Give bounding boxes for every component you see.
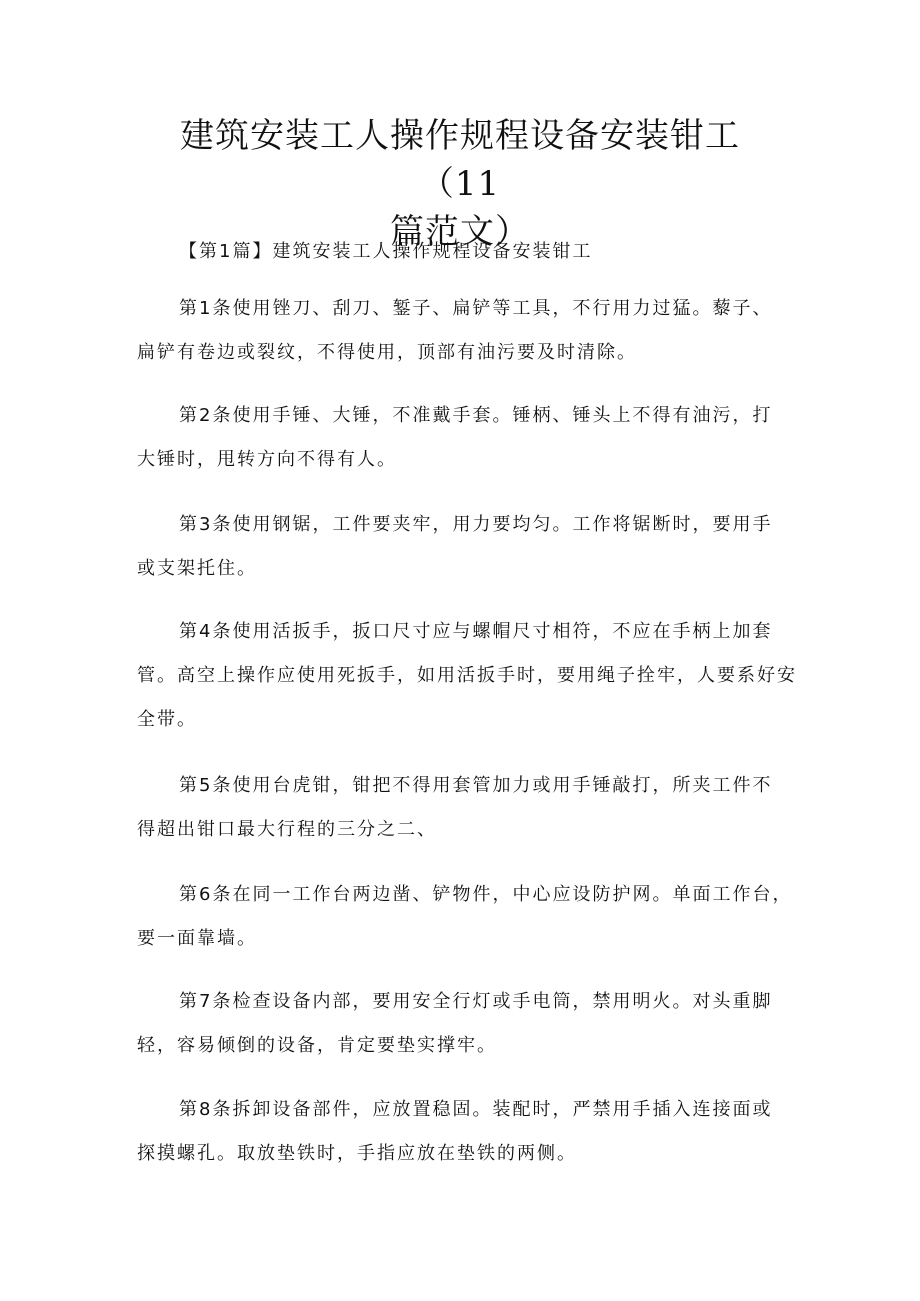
paragraph-line: 第8条拆卸设备部件，应放置稳固。装配时，严禁用手插入连接面或	[179, 1099, 773, 1120]
section-heading	[137, 230, 797, 274]
paragraph-line: 或支架托住。	[137, 558, 257, 579]
paragraph-line: 第2条使用手锤、大锤，不准戴手套。锤柄、锤头上不得有油污，打	[179, 405, 773, 426]
paragraph-line: 第1条使用锉刀、刮刀、錾子、扁铲等工具，不行用力过猛。藜子、	[179, 298, 773, 319]
paragraph-line: 全带。	[137, 709, 197, 730]
paragraph-line: 第7条检查设备内部，要用安全行灯或手电筒，禁用明火。对头重脚	[179, 991, 773, 1012]
paragraph-line: 扁铲有卷边或裂纹，不得使用，顶部有油污要及时清除。	[137, 342, 637, 363]
paragraph-2	[137, 394, 797, 482]
paragraph-line: 第3条使用钢锯，工件要夹牢，用力要均匀。工作将锯断时，要用手	[179, 514, 773, 535]
section-heading-text: 【第1篇】建筑安装工人操作规程设备安装钳工	[179, 241, 593, 262]
title-line-2: 篇范文）	[390, 212, 530, 252]
paragraph-line: 得超出钳口最大行程的三分之二、	[137, 819, 437, 840]
paragraph-line: 管。高空上操作应使用死扳手，如用活扳手时，要用绳子拴牢，人要系好安	[137, 665, 797, 686]
paragraph-3	[137, 503, 797, 591]
paragraph-line: 探摸螺孔。取放垫铁时，手指应放在垫铁的两侧。	[137, 1143, 577, 1164]
paragraph-line: 轻，容易倾倒的设备，肯定要垫实撑牢。	[137, 1035, 497, 1056]
paragraph-7	[137, 980, 797, 1068]
paragraph-line: 要一面靠墙。	[137, 928, 257, 949]
paragraph-4	[137, 610, 797, 742]
paragraph-line: 第4条使用活扳手，扳口尺寸应与螺帽尺寸相符，不应在手柄上加套	[179, 621, 773, 642]
paragraph-line: 第5条使用台虎钳，钳把不得用套管加力或用手锤敲打，所夹工件不	[179, 775, 773, 796]
paragraph-1	[137, 287, 797, 375]
paragraph-6	[137, 873, 797, 961]
title-line-1: 建筑安装工人操作规程设备安装钳工（11	[180, 116, 740, 204]
paragraph-line: 大锤时，甩转方向不得有人。	[137, 449, 397, 470]
paragraph-line: 第6条在同一工作台两边凿、铲物件，中心应设防护网。单面工作台，	[179, 884, 793, 905]
paragraph-8	[137, 1088, 797, 1176]
paragraph-5	[137, 764, 797, 852]
